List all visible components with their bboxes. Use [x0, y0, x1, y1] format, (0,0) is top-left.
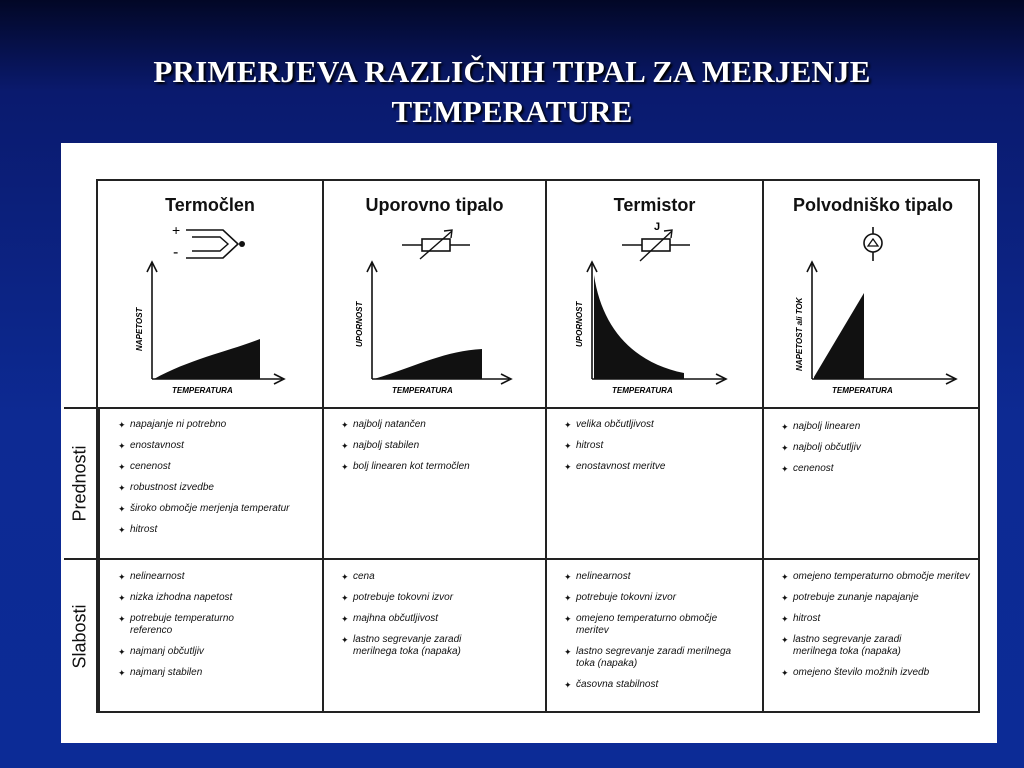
thermocouple-symbol-icon	[168, 223, 258, 263]
list-item: ✦ hitrost	[781, 613, 976, 625]
y-axis-label: NAPETOST ali TOK	[795, 297, 804, 371]
advantages-list-semiconductor	[781, 421, 976, 484]
list-item: ✦ cena	[341, 571, 526, 583]
list-item: ✦ široko območje merjenja temperatur	[118, 503, 290, 515]
list-item: ✦ enostavnost	[118, 440, 318, 452]
list-item: ✦ najmanj stabilen	[118, 667, 278, 679]
list-item: ✦ najbolj natančen	[341, 419, 541, 431]
list-item: ✦ potrebuje tokovni izvor	[564, 592, 754, 604]
list-item: ✦ lastno segrevanje zaradi merilnega toka (napaka)	[341, 634, 503, 658]
row-label-advantages: Prednosti	[69, 445, 90, 522]
list-item: ✦ najbolj stabilen	[341, 440, 541, 452]
list-item: ✦ potrebuje zunanje napajanje	[781, 592, 976, 604]
grid-divider	[64, 558, 978, 560]
list-item: ✦ najbolj občutljiv	[781, 442, 976, 454]
weaknesses-list-rtd	[341, 571, 526, 667]
weaknesses-list-thermistor	[564, 571, 754, 700]
symbol-minus: -	[173, 244, 179, 261]
semiconductor-chart	[774, 259, 979, 399]
y-axis-label: UPORNOST	[575, 301, 584, 347]
thermistor-chart	[554, 259, 754, 399]
list-item: ✦ nelinearnost	[118, 571, 278, 583]
weaknesses-list-semiconductor	[781, 571, 976, 688]
list-item: ✦ omejeno temperaturno območje meritev	[564, 613, 746, 637]
symbol-plus: +	[172, 223, 181, 238]
x-axis-label: TEMPERATURA	[392, 386, 453, 395]
advantages-list-thermistor	[564, 419, 759, 482]
list-item: ✦ nizka izhodna napetost	[118, 592, 278, 604]
sensor-name-thermistor: Termistor	[613, 195, 696, 215]
sensor-name-thermocouple: Termočlen	[165, 195, 255, 215]
rtd-chart	[334, 259, 534, 399]
advantages-list-rtd	[341, 419, 541, 482]
y-axis-label: NAPETOST	[135, 307, 144, 351]
grid-divider	[545, 181, 547, 711]
slide-title	[0, 52, 1024, 132]
comparison-grid	[69, 179, 980, 713]
list-item: ✦ lastno segrevanje zaradi merilnega toka (napaka)	[781, 634, 943, 658]
symbol-label: J	[654, 221, 661, 233]
list-item: ✦ omejeno temperaturno območje meritev	[781, 571, 978, 583]
sensor-name-rtd: Uporovno tipalo	[365, 195, 504, 215]
grid-divider	[322, 181, 324, 711]
advantages-list-thermocouple	[118, 419, 318, 545]
list-item: ✦ napajanje ni potrebno	[118, 419, 318, 431]
list-item: ✦ bolj linearen kot termočlen	[341, 461, 541, 473]
list-item: ✦ najmanj občutljiv	[118, 646, 278, 658]
list-item: ✦ robustnost izvedbe	[118, 482, 318, 494]
list-item: ✦ cenenost	[118, 461, 318, 473]
grid-divider	[64, 407, 978, 409]
row-label-weaknesses: Slabosti	[69, 604, 90, 669]
list-item: ✦ potrebuje tokovni izvor	[341, 592, 526, 604]
list-item: ✦ omejeno število možnih izvedb	[781, 667, 976, 679]
x-axis-label: TEMPERATURA	[172, 386, 233, 395]
x-axis-label: TEMPERATURA	[612, 386, 673, 395]
slide-title-line-1: PRIMERJEVA RAZLIČNIH TIPAL ZA MERJENJE	[153, 54, 871, 89]
list-item: ✦ cenenost	[781, 463, 976, 475]
list-item: ✦ hitrost	[564, 440, 759, 452]
list-item: ✦ hitrost	[118, 524, 318, 536]
slide-title-line-2: TEMPERATURE	[391, 94, 633, 129]
grid-divider	[762, 181, 764, 711]
y-axis-label: UPORNOST	[355, 301, 364, 347]
weaknesses-list-thermocouple	[118, 571, 278, 688]
list-item: ✦ majhna občutljivost	[341, 613, 526, 625]
sensor-name-semiconductor: Polvodniško tipalo	[792, 195, 953, 215]
x-axis-label: TEMPERATURA	[832, 386, 893, 395]
scanned-comparison-table	[61, 143, 997, 743]
list-item: ✦ lastno segrevanje zaradi merilnega toka (napaka)	[564, 646, 736, 670]
list-item: ✦ najbolj linearen	[781, 421, 976, 433]
list-item: ✦ velika občutljivost	[564, 419, 759, 431]
thermocouple-chart	[110, 259, 320, 399]
list-item: ✦ časovna stabilnost	[564, 679, 754, 691]
list-item: ✦ enostavnost meritve	[564, 461, 759, 473]
list-item: ✦ nelinearnost	[564, 571, 754, 583]
list-item: ✦ potrebuje temperaturno referenco	[118, 613, 270, 637]
